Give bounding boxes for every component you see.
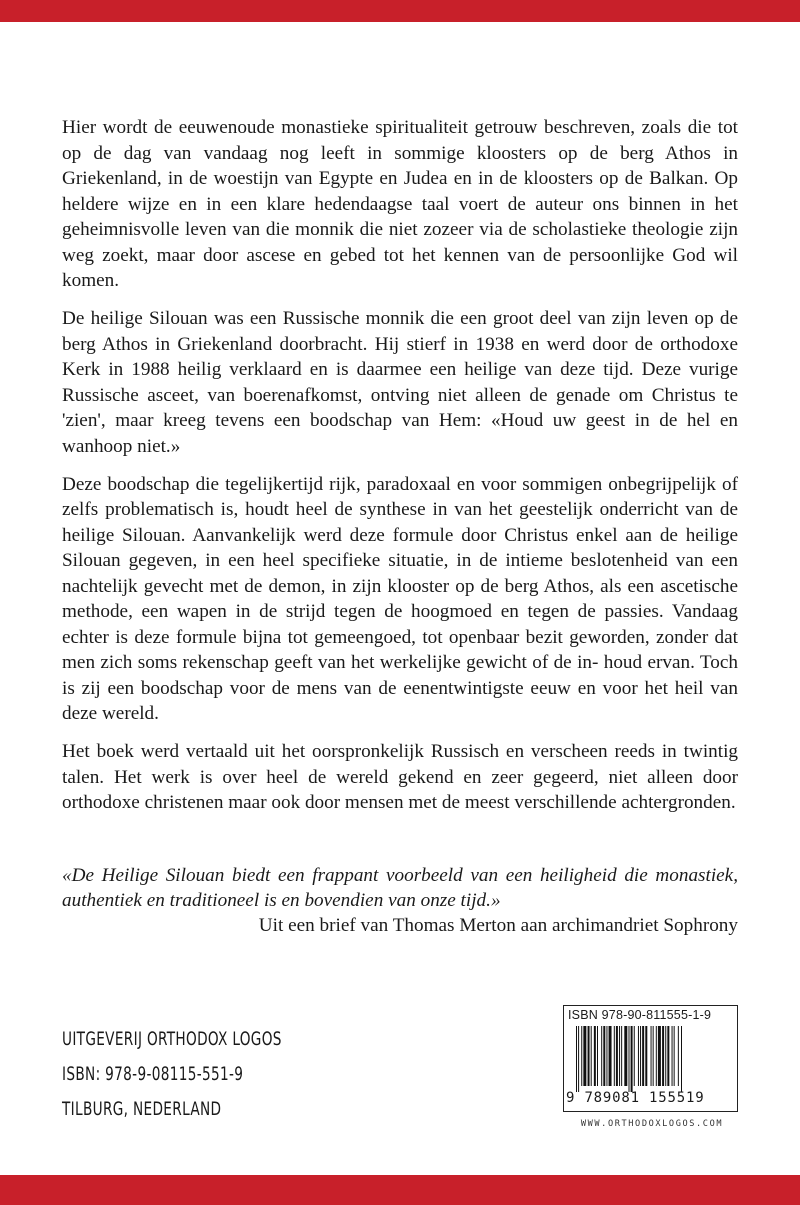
barcode-bar	[588, 1026, 590, 1086]
barcode-bars	[576, 1026, 728, 1092]
barcode-isbn-label: ISBN 978-90-811555-1-9	[568, 1008, 712, 1022]
barcode	[563, 1005, 738, 1112]
barcode-bar	[624, 1026, 627, 1086]
barcode-bar	[629, 1026, 630, 1092]
barcode-bar	[634, 1026, 635, 1086]
barcode-bar	[651, 1026, 652, 1086]
barcode-bar	[642, 1026, 644, 1086]
barcode-bar	[640, 1026, 641, 1086]
barcode-bar	[591, 1026, 592, 1086]
barcode-bar	[583, 1026, 586, 1086]
bottom-accent-band	[0, 1175, 800, 1205]
barcode-bar	[658, 1026, 661, 1086]
paragraph-4: Het boek werd vertaald uit het oorspronkelijk Russisch en verscheen reeds in twintig talen. Het werk is over heel de wereld gekend en zeer gegeerd, niet alleen door orthodoxe christenen maar ook door mensen met de meest verschillende achtergronden.	[62, 741, 738, 813]
paragraph-2: De heilige Silouan was een Russische monnik die een groot deel van zijn leven op de berg Athos in Griekenland doorbracht. Hij stierf in 1938 en werd door de orthodoxe Kerk in 1988 heilig verklaard en is daarmee een heilige van deze tijd. Deze vurige Russische asceet, van boerenafkomst, ontving niet alleen de genade om Christus te 'zien', maar kreeg tevens een boodschap van Hem: «Houd uw geest in de hel en wanhoop niet.»	[62, 308, 738, 457]
barcode-bar	[662, 1026, 664, 1086]
barcode-bar	[601, 1026, 602, 1086]
barcode-bar	[594, 1026, 596, 1086]
barcode-digits: 9 789081 155519	[566, 1090, 705, 1106]
barcode-bar	[656, 1026, 657, 1086]
barcode-bar	[616, 1026, 618, 1086]
barcode-bar	[645, 1026, 647, 1086]
barcode-bar	[681, 1026, 682, 1092]
barcode-bar	[614, 1026, 615, 1086]
barcode-bar	[606, 1026, 607, 1086]
barcode-bar	[678, 1026, 679, 1086]
publisher-info	[62, 1022, 374, 1127]
top-accent-band	[0, 0, 800, 22]
barcode-bar	[609, 1026, 612, 1086]
barcode-bar	[619, 1026, 620, 1086]
barcode-bar	[576, 1026, 577, 1092]
barcode-bar	[667, 1026, 669, 1086]
barcode-bar	[578, 1026, 579, 1092]
barcode-bar	[603, 1026, 605, 1086]
quote-text: «De Heilige Silouan biedt een frappant voorbeeld van een heiligheid die monastiek, authentiek en traditioneel is en bovendien van onze tijd.»	[62, 865, 738, 911]
publisher-location: TILBURG, NEDERLAND	[62, 1099, 222, 1120]
barcode-bar	[672, 1026, 673, 1086]
description-text	[62, 115, 738, 816]
publisher-name: UITGEVERIJ ORTHODOX LOGOS	[62, 1029, 282, 1050]
paragraph-3: Deze boodschap die tegelijkertijd rijk, paradoxaal en voor sommigen onbegrijpelijk of zelfs problematisch is, houdt heel de synthese in van het geestelijk onderricht van de heilige Silouan. Aanvankelijk werd deze formule door Christus enkel aan de heilige Silouan gegeven, in een heel specifieke situatie, in de intieme beslotenheid van een nachtelijk gevecht met de demon, in zijn klooster op de berg Athos, als een ascetische methode, een wapen in de strijd tegen de hoogmoed en tegen de passies. Vandaag echter is deze formule bijna tot gemeengoed, tot openbaar bezit geworden, zonder dat men zich soms rekenschap geeft van het werkelijke gewicht of de in- houd ervan. Toch is zij een boodschap voor de mens van de eenentwintigste eeuw en voor het heil van deze wereld.	[62, 473, 738, 724]
publisher-isbn: ISBN: 978-9-08115-551-9	[62, 1064, 244, 1085]
barcode-bar	[653, 1026, 654, 1086]
endorsement-quote	[62, 863, 738, 938]
barcode-bar	[665, 1026, 666, 1086]
paragraph-1: Hier wordt de eeuwenoude monastieke spiritualiteit getrouw beschreven, zoals die tot op de dag van vandaag nog leeft in sommige kloosters op de berg Athos in Griekenland, in de woestijn van Egypte en Judea en in de kloosters op de Balkan. Op heldere wijze en in een klare hedendaagse taal voert de auteur ons binnen in het geheimnisvolle leven van die monnik die niet zozeer via de scholastieke theologie zijn weg zoekt, maar door ascese en gebed tot het kennen van de persoonlijke God wil komen.	[62, 117, 738, 291]
barcode-bar	[638, 1026, 639, 1086]
barcode-bar	[621, 1026, 622, 1086]
barcode-bar	[631, 1026, 633, 1092]
quote-source: Uit een brief van Thomas Merton aan archimandriet Sophrony	[258, 915, 738, 936]
website-url: WWW.ORTHODOXLOGOS.COM	[580, 1119, 724, 1129]
barcode-bar	[581, 1026, 582, 1086]
barcode-bar	[597, 1026, 598, 1086]
barcode-bar	[674, 1026, 675, 1086]
